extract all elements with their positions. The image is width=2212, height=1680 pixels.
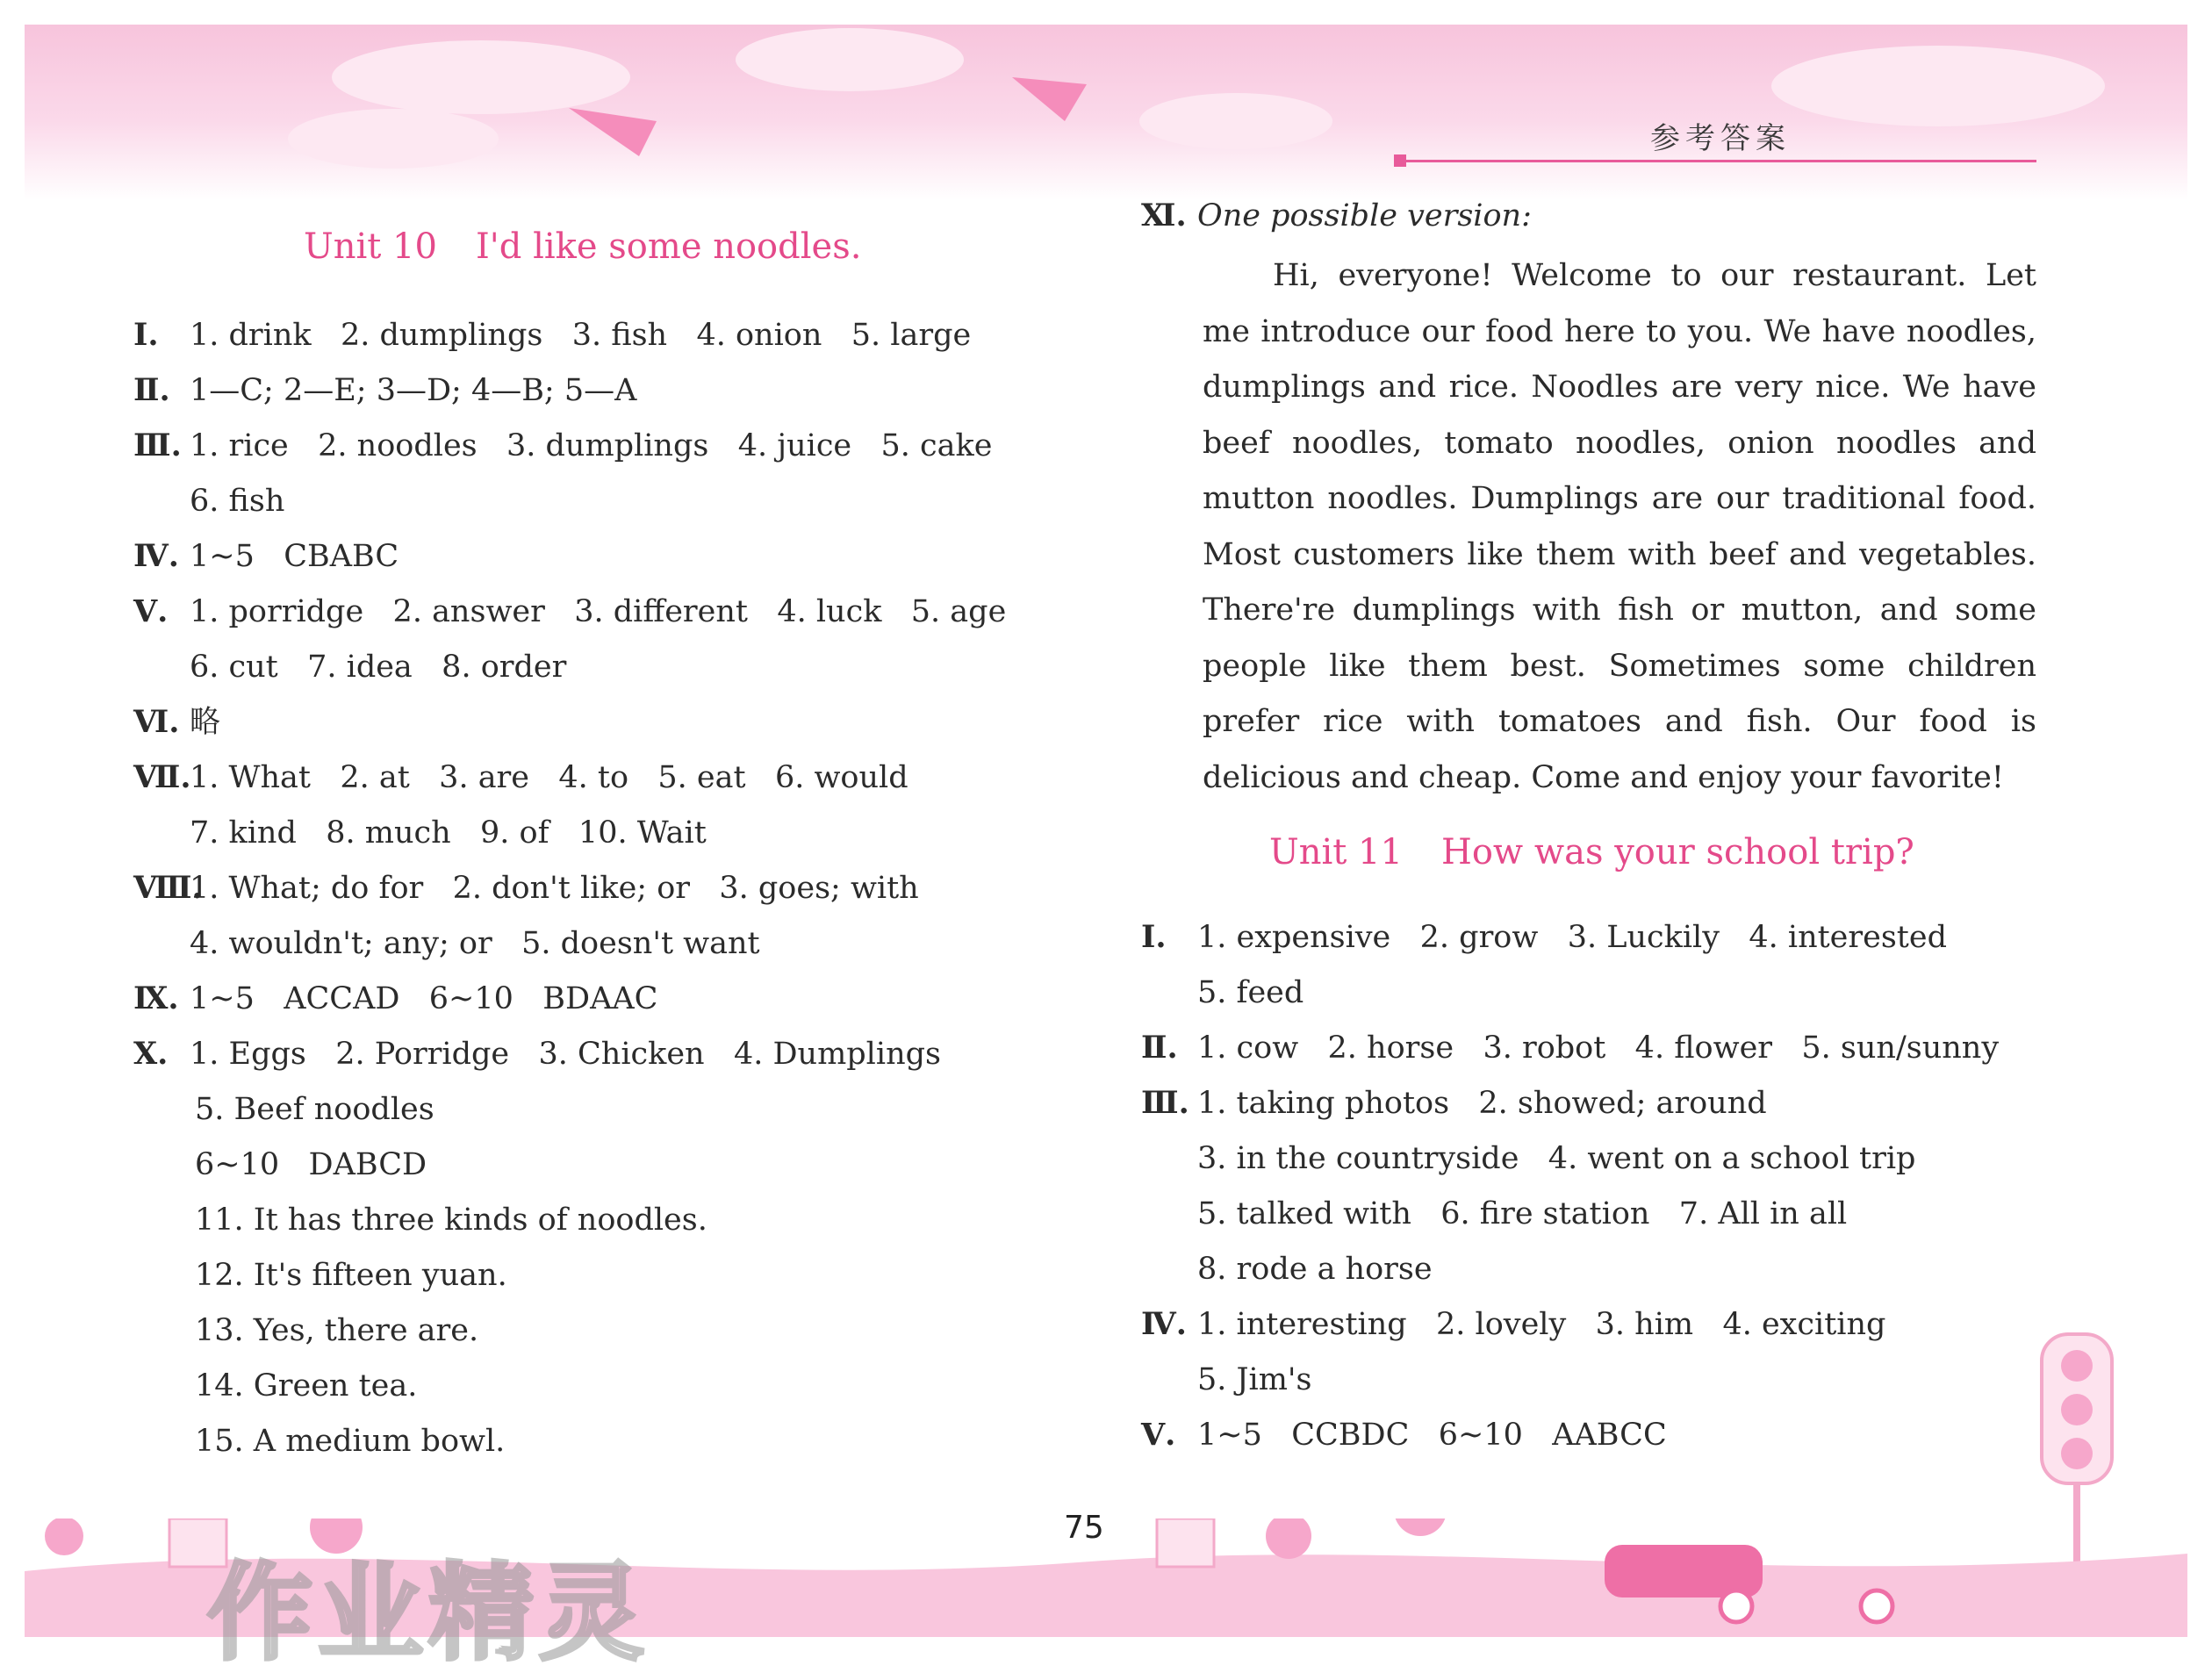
section11-heading: Ⅺ. One possible version:	[1141, 197, 1532, 233]
tree-icon	[1394, 1518, 1447, 1536]
watermark: 作业精灵	[207, 1553, 650, 1675]
answer-line: 6. cut 7. idea 8. order	[190, 650, 567, 685]
answer-line: Ⅲ. 1. taking photos 2. showed; around	[1141, 1085, 1767, 1121]
house-icon	[1157, 1518, 1214, 1567]
unit11-number: Unit 11	[1269, 832, 1403, 872]
answer-line: 5. talked with 6. fire station 7. All in all	[1197, 1196, 1848, 1231]
answer-line: Ⅵ. 略	[133, 704, 221, 740]
answer-line: Ⅱ. 1. cow 2. horse 3. robot 4. flower 5. sun/sunny	[1141, 1030, 2000, 1066]
answer-line: 13. Yes, there are.	[195, 1313, 479, 1348]
unit11-title	[1269, 832, 1914, 872]
answer-line: 11. It has three kinds of noodles.	[195, 1203, 707, 1238]
answer-line: 14. Green tea.	[195, 1368, 418, 1404]
answer-line: Ⅰ. 1. expensive 2. grow 3. Luckily 4. interested	[1141, 919, 1947, 955]
answer-line: 3. in the countryside 4. went on a school trip	[1197, 1141, 1916, 1176]
answer-line: 6. fish	[190, 484, 285, 519]
page-number: 75	[1064, 1510, 1104, 1546]
answer-line: 4. wouldn't; any; or 5. doesn't want	[190, 926, 760, 961]
tree-icon	[45, 1518, 83, 1555]
answer-line: 5. Jim's	[1197, 1362, 1312, 1397]
answer-line: 5. feed	[1197, 975, 1304, 1010]
answer-line: Ⅳ. 1. interesting 2. lovely 3. him 4. exciting	[1141, 1306, 1886, 1342]
unit10-number: Unit 10	[304, 226, 437, 267]
answer-line: Ⅴ. 1. porridge 2. answer 3. different 4. luck 5. age	[133, 593, 1007, 629]
answer-line: 15. A medium bowl.	[195, 1424, 506, 1459]
answer-line: Ⅹ. 1. Eggs 2. Porridge 3. Chicken 4. Dumplings	[133, 1036, 941, 1072]
answer-line: Ⅴ. 1~5 CCBDC 6~10 AABCC	[1141, 1417, 1667, 1453]
header-rule	[1396, 160, 2036, 162]
answer-line: Ⅳ. 1~5 CBABC	[133, 538, 399, 574]
answer-line: Ⅲ. 1. rice 2. noodles 3. dumplings 4. juice 5. cake	[133, 427, 993, 463]
answer-line: 8. rode a horse	[1197, 1252, 1433, 1287]
answer-line: Ⅸ. 1~5 ACCAD 6~10 BDAAC	[133, 980, 658, 1016]
answer-line: Ⅶ.1. What 2. at 3. are 4. to 5. eat 6. would	[133, 759, 908, 795]
sample-essay: Hi, everyone! Welcome to our restaurant. Let me introduce our food here to you. We have noodles, dumplings and rice. Noodles are very nice. We have beef noodles, tomato noodles, onion noodles and mutton noodles. Dumplings are our traditional food. Most customers like them with beef and vegetables. There're dumplings with fish or mutton, and some people like them best. Sometimes some children prefer rice with tomatoes and fish. Our food is delicious and cheap. Come and enjoy your favorite!	[1203, 258, 2036, 795]
answer-line: 12. It's fifteen yuan.	[195, 1258, 507, 1293]
unit10-title	[304, 226, 861, 267]
tree-icon	[1266, 1518, 1311, 1559]
answer-line: 5. Beef noodles	[195, 1092, 434, 1127]
unit11-title-text: How was your school trip?	[1440, 832, 1914, 872]
unit10-title-text: I'd like some noodles.	[475, 226, 862, 267]
answer-line: Ⅰ. 1. drink 2. dumplings 3. fish 4. onion 5. large	[133, 317, 972, 353]
paper-plane-icon	[1012, 77, 1087, 121]
answer-line: 7. kind 8. much 9. of 10. Wait	[190, 815, 707, 851]
answer-line: Ⅷ.1. What; do for 2. don't like; or 3. goes; with	[133, 870, 919, 906]
clouds-and-planes-decoration	[25, 25, 2187, 200]
paper-plane-icon	[569, 108, 657, 156]
answer-line: 6~10 DABCD	[195, 1147, 427, 1182]
header-decoration	[25, 25, 2187, 200]
header-label: 参考答案	[1650, 121, 1791, 156]
answer-line: Ⅱ. 1—C; 2—E; 3—D; 4—B; 5—A	[133, 372, 637, 408]
